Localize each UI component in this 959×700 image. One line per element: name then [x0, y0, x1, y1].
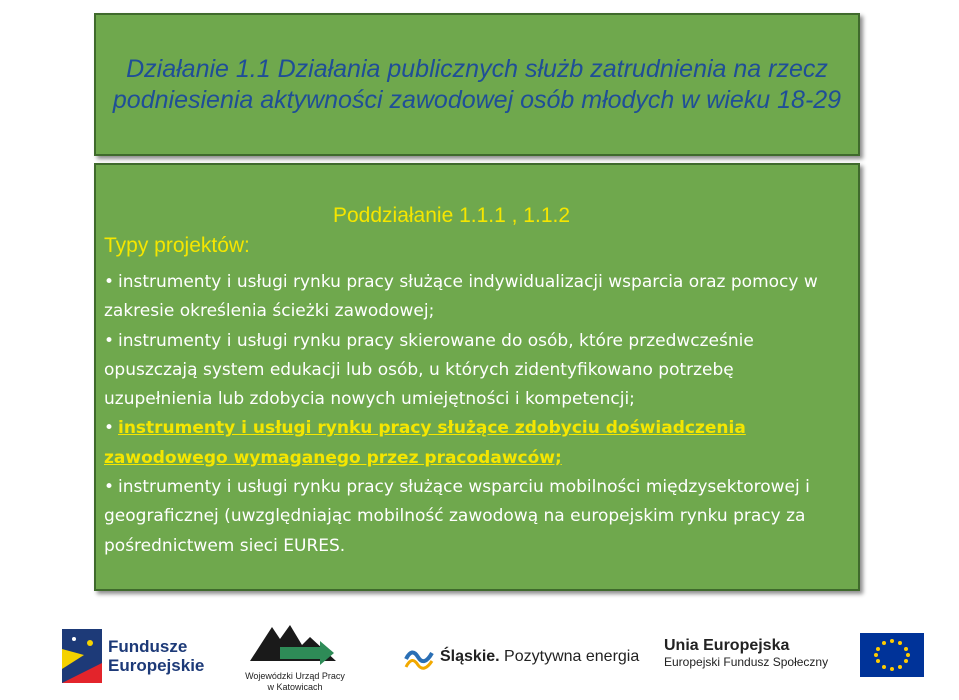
- fundusze-line2: Europejskie: [108, 656, 205, 675]
- subtitle: Poddziałanie 1.1.1 , 1.1.2: [333, 204, 571, 227]
- fundusze-europejskie-logo: [62, 629, 212, 689]
- eu-flag-icon: [860, 633, 924, 677]
- fundusze-line1: Fundusze: [108, 637, 188, 656]
- slaskie-bold: Śląskie.: [440, 648, 500, 665]
- wup-line1: Wojewódzki Urząd Pracy: [245, 671, 345, 681]
- slaskie-icon: [404, 645, 434, 671]
- slaskie-rest: Pozytywna energia: [499, 648, 640, 665]
- list-item: • instrumenty i usługi rynku pracy służące wsparciu mobilności międzysektorowej i geograficznej (uwzględniając mobilność zawodową na europejskim rynku pracy za pośrednictwem sieci EURES.: [104, 473, 844, 561]
- wup-icon: [250, 623, 336, 667]
- list-item-highlighted: • instrumenty i usługi rynku pracy służące zdobyciu doświadczenia zawodowego wymaganego przez pracodawców;: [104, 414, 844, 473]
- ue-line2: Europejski Fundusz Społeczny: [664, 655, 829, 669]
- list-item: • instrumenty i usługi rynku pracy skierowane do osób, które przedwcześnie opuszczają system edukacji lub osób, u których zidentyfikowano potrzebę uzupełnienia lub zdobycia nowych umiejętności i kompetencji;: [104, 327, 844, 415]
- bullet-icon: •: [104, 477, 115, 498]
- title-box: [94, 13, 860, 156]
- bullet-icon: •: [104, 272, 115, 292]
- bullet-icon: •: [104, 418, 115, 439]
- project-types-label: Typy projektów:: [104, 234, 250, 257]
- wup-logo: [240, 623, 350, 698]
- fundusze-europejskie-icon: [62, 629, 102, 683]
- project-types-list: [104, 268, 844, 561]
- list-item: • instrumenty i usługi rynku pracy służące indywidualizacji wsparcia oraz pomocy w zakresie określenia ścieżki zawodowej;: [104, 268, 844, 327]
- slide-title: Działanie 1.1 Działania publicznych służb zatrudnienia na rzecz podniesienia aktywności zawodowej osób młodych w wieku 18-29: [112, 54, 842, 114]
- slaskie-logo: [404, 645, 644, 675]
- bullet-icon: •: [104, 330, 115, 351]
- ue-line1: Unia Europejska: [664, 637, 790, 654]
- logo-bar: [0, 615, 959, 700]
- unia-europejska-logo: [664, 631, 924, 681]
- wup-line2: w Katowicach: [267, 682, 323, 692]
